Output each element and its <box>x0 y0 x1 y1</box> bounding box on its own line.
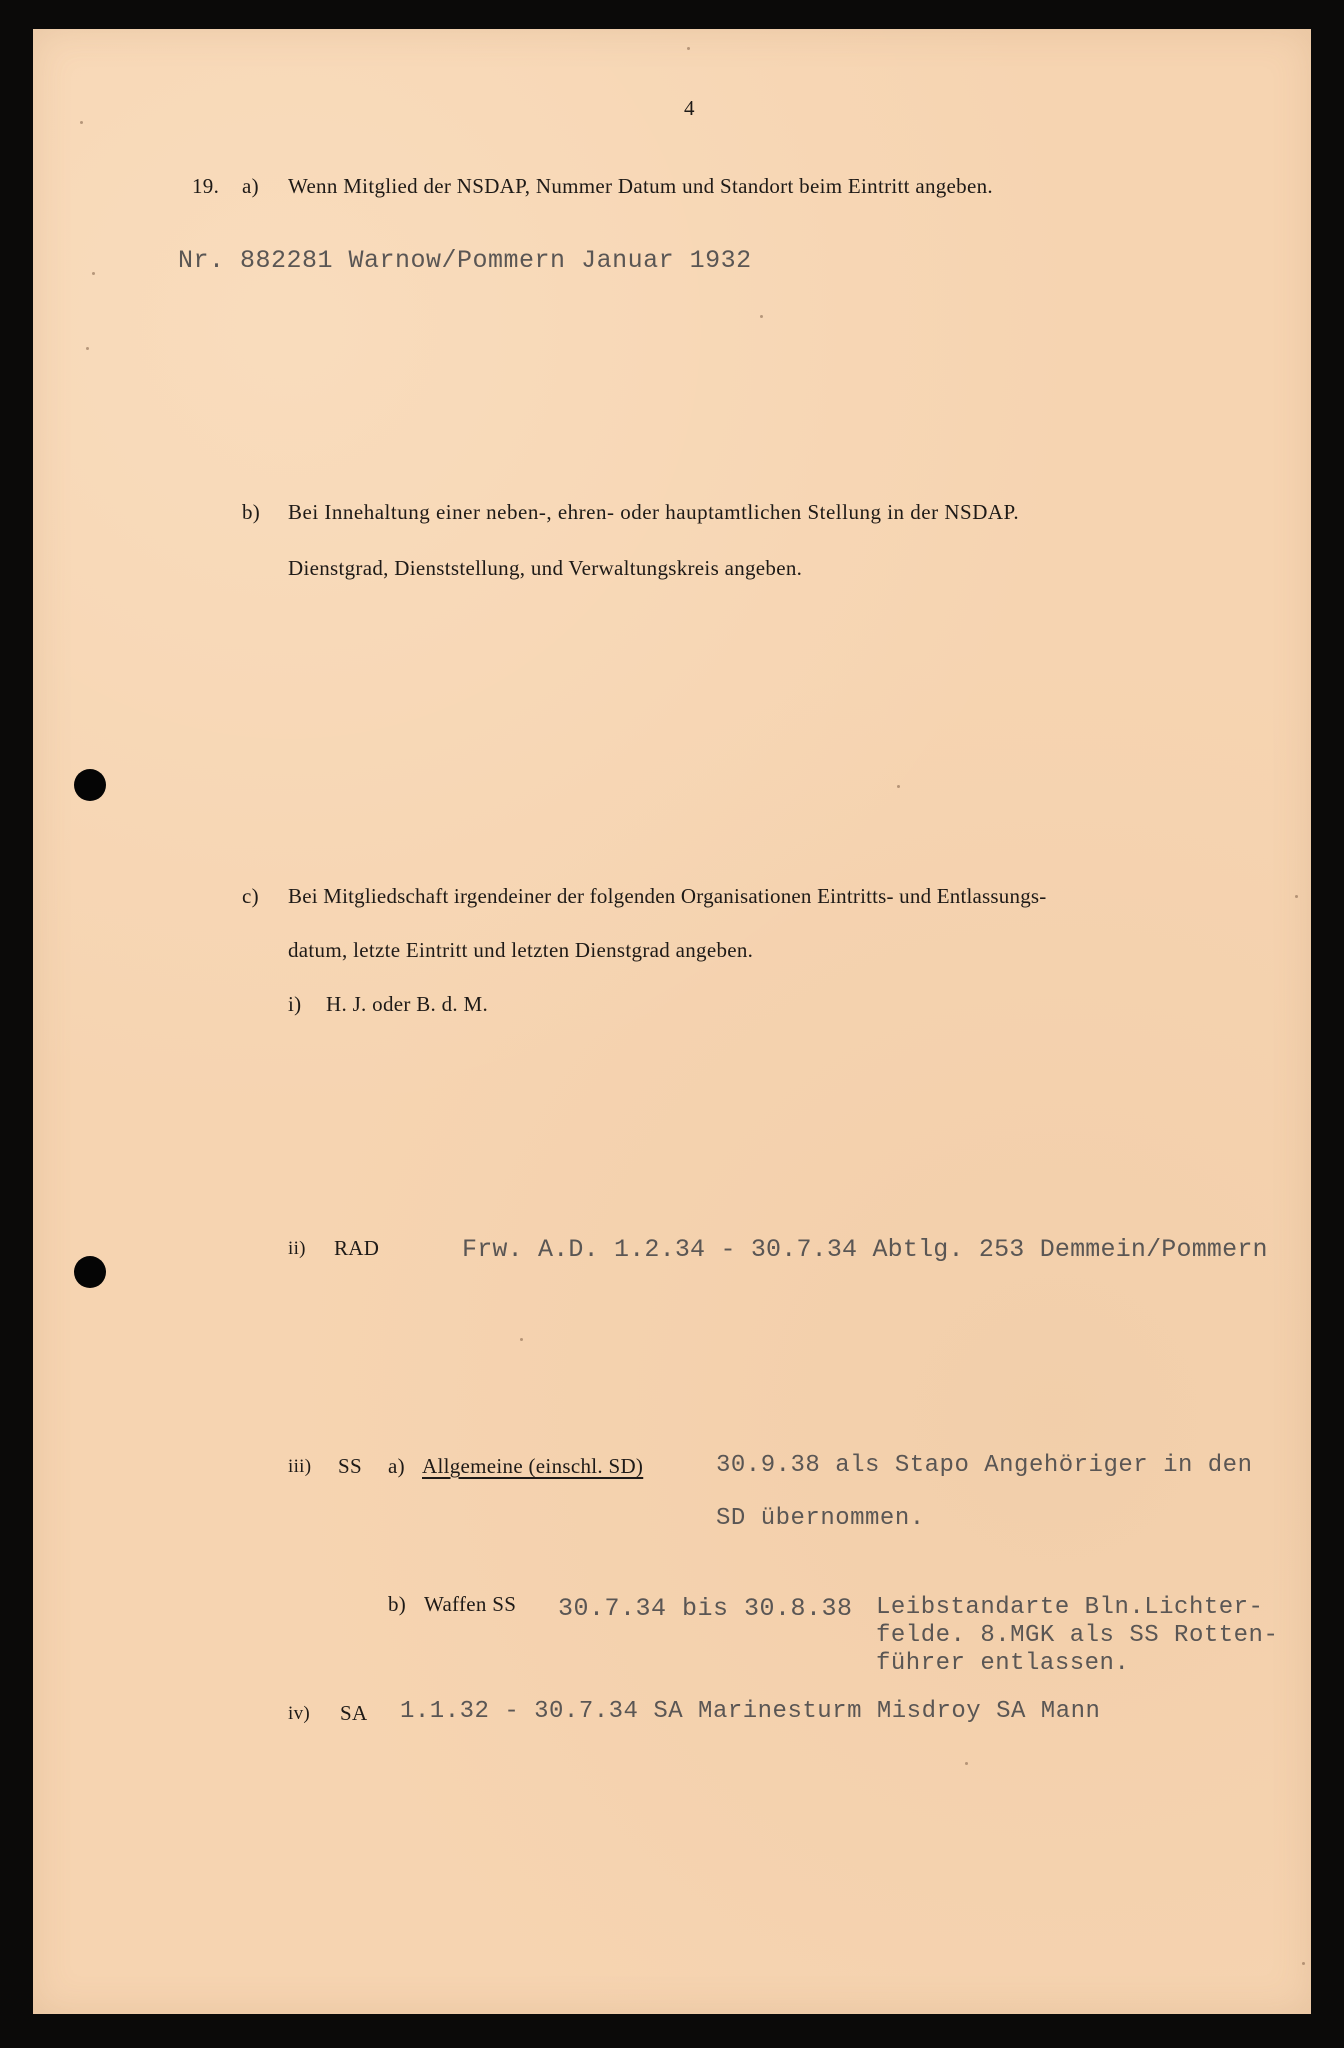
q19c-prompt-line2: datum, letzte Eintritt und letzten Dienstgrad angeben. <box>288 938 754 962</box>
paper-speck <box>520 1338 523 1341</box>
paper-speck <box>86 347 89 350</box>
q19c-iii-b-answer-line1: Leibstandarte Bln.Lichter- <box>876 1594 1264 1621</box>
q19a-answer: Nr. 882281 Warnow/Pommern Januar 1932 <box>178 246 752 275</box>
q19c-i-label: H. J. oder B. d. M. <box>326 992 489 1016</box>
q19c-iv-label: SA <box>340 1701 368 1725</box>
q19b-prompt-line1: Bei Innehaltung einer neben-, ehren- oder hauptamtlichen Stellung in der NSDAP. <box>288 500 1020 524</box>
paper-speck <box>1302 1962 1305 1965</box>
paper-speck <box>897 785 900 788</box>
q19c-iv-answer: 1.1.32 - 30.7.34 SA Marinesturm Misdroy SA Mann <box>400 1698 1101 1725</box>
q19c-iii-label: SS <box>338 1454 362 1478</box>
q19c-iii-b-marker: b) <box>388 1592 407 1616</box>
paper-speck <box>92 272 95 275</box>
paper-speck <box>687 47 690 50</box>
q19c-ii-marker: ii) <box>288 1238 306 1259</box>
q19c-iii-b-answer-dates: 30.7.34 bis 30.8.38 <box>558 1594 853 1623</box>
q19c-iii-a-answer-line2: SD übernommen. <box>716 1505 925 1532</box>
q19c-iii-a-marker: a) <box>388 1454 405 1478</box>
punch-hole-upper <box>74 769 106 801</box>
page-number: 4 <box>684 96 695 120</box>
q19a-marker: a) <box>242 174 259 198</box>
paper-speck <box>760 315 763 318</box>
paper-speck <box>965 1762 968 1765</box>
paper-speck <box>80 121 83 124</box>
q19c-iii-a-label: Allgemeine (einschl. SD) <box>422 1454 644 1478</box>
paper-speck <box>1295 895 1298 898</box>
q19c-iv-marker: iv) <box>288 1703 311 1724</box>
q19a-prompt: Wenn Mitglied der NSDAP, Nummer Datum und Standort beim Eintritt angeben. <box>288 174 993 198</box>
q19b-marker: b) <box>242 500 261 524</box>
q19c-marker: c) <box>242 884 259 908</box>
q19c-ii-label: RAD <box>334 1236 380 1260</box>
q19c-iii-marker: iii) <box>288 1456 312 1477</box>
question-number: 19. <box>192 174 220 198</box>
q19c-iii-a-answer-line1: 30.9.38 als Stapo Angehöriger in den <box>716 1452 1253 1479</box>
q19c-iii-b-answer-line3: führer entlassen. <box>876 1650 1130 1677</box>
q19c-iii-b-answer-line2: felde. 8.MGK als SS Rotten- <box>876 1622 1279 1649</box>
q19c-iii-b-label: Waffen SS <box>424 1592 517 1616</box>
q19c-i-marker: i) <box>288 992 302 1016</box>
q19b-prompt-line2: Dienstgrad, Dienststellung, und Verwaltungskreis angeben. <box>288 556 803 580</box>
q19c-ii-answer: Frw. A.D. 1.2.34 - 30.7.34 Abtlg. 253 Demmein/Pommern <box>462 1235 1268 1264</box>
q19c-prompt-line1: Bei Mitgliedschaft irgendeiner der folgenden Organisationen Eintritts- und Entlassungs- <box>288 884 1047 908</box>
punch-hole-lower <box>74 1256 106 1288</box>
